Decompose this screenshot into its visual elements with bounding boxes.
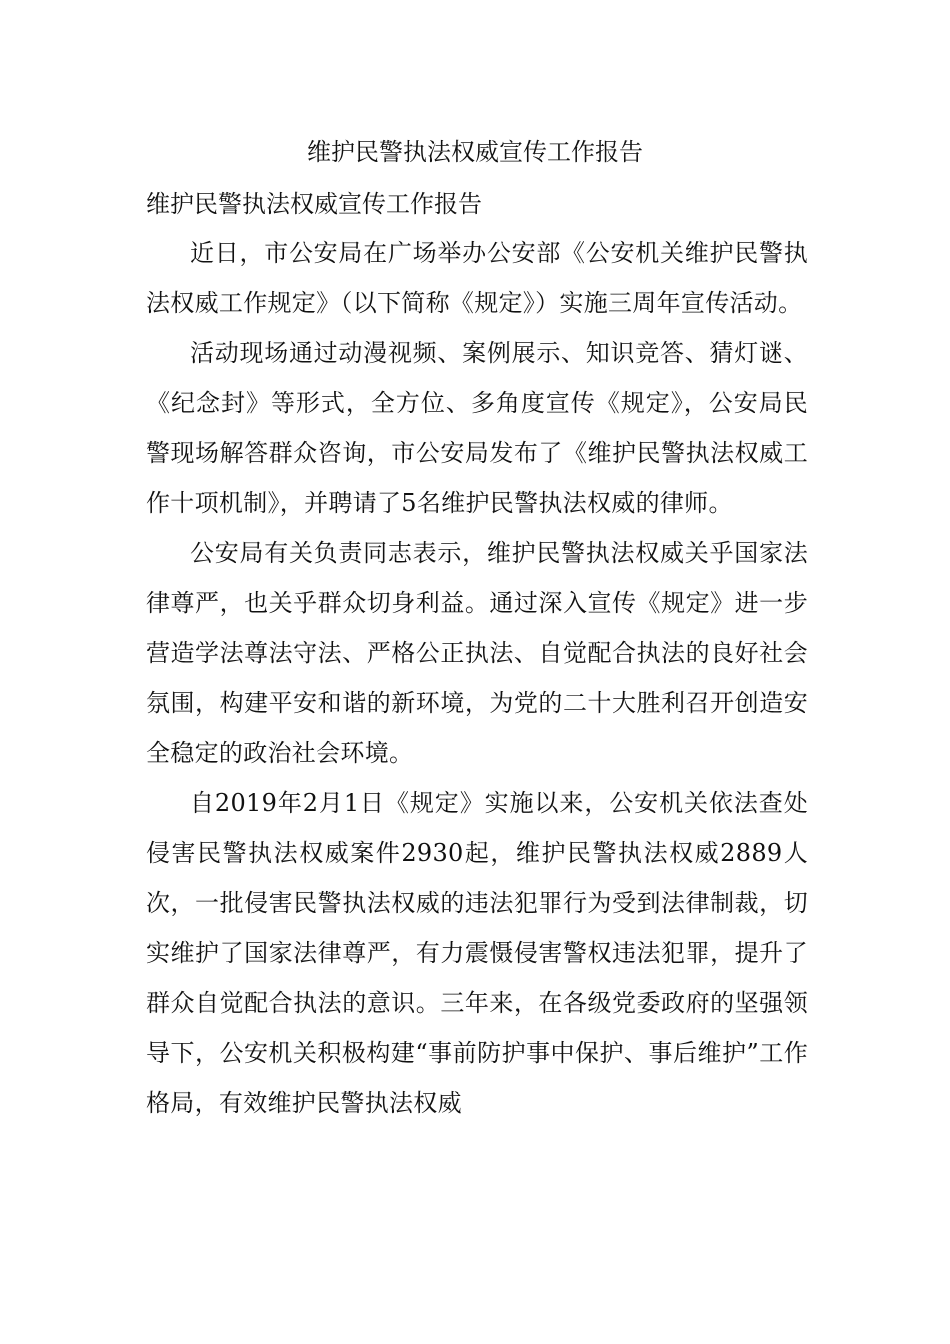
paragraph-3: 公安局有关负责同志表示，维护民警执法权威关乎国家法律尊严，也关乎群众切身利益。通过深入宣传《规定》进一步营造学法尊法守法、严格公正执法、自觉配合执法的良好社会氛围，构建平安和谐的新环境，为党的二十大胜利召开创造安全稳定的政治社会环境。: [146, 539, 808, 767]
paragraph-4: 自2019年2月1日《规定》实施以来，公安机关依法查处侵害民警执法权威案件2930起，维护民警执法权威2889人次，一批侵害民警执法权威的违法犯罪行为受到法律制裁，切实维护了国家法律尊严，有力震慑侵害警权违法犯罪，提升了群众自觉配合执法的意识。三年来，在各级党委政府的坚强领导下，公安机关积极构建“事前防护事中保护、事后维护”工作格局，有效维护民警执法权威: [146, 789, 808, 1117]
document-subtitle: 维护民警执法权威宣传工作报告: [146, 190, 482, 218]
document-title: 维护民警执法权威宣传工作报告: [307, 138, 643, 166]
paragraph-1: 近日，市公安局在广场举办公安部《公安机关维护民警执法权威工作规定》（以下简称《规定》）实施三周年宣传活动。: [146, 239, 808, 317]
document-body: [146, 180, 808, 1128]
paragraph-2: 活动现场通过动漫视频、案例展示、知识竞答、猜灯谜、《纪念封》等形式，全方位、多角度宣传《规定》，公安局民警现场解答群众咨询，市公安局发布了《维护民警执法权威工作十项机制》，并聘请了5名维护民警执法权威的律师。: [146, 339, 808, 517]
